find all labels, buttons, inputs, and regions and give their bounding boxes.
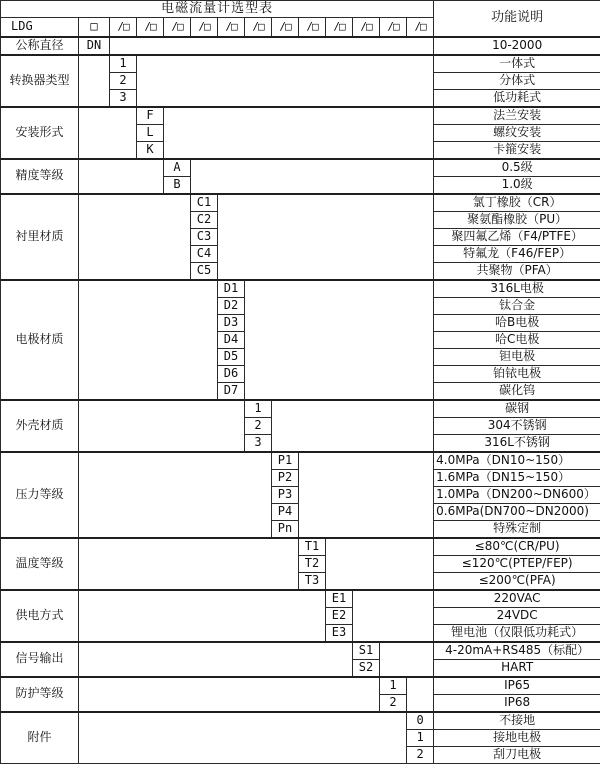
empty-cell <box>191 159 434 194</box>
model-slot-box: /□ <box>299 18 326 37</box>
empty-cell <box>272 400 434 452</box>
description-cell: 共聚物（PFA） <box>434 262 600 280</box>
code-cell: 1 <box>245 400 272 418</box>
option-row <box>1 712 600 730</box>
category-label: 压力等级 <box>1 452 79 538</box>
option-row <box>1 452 600 470</box>
option-row <box>1 642 600 660</box>
code-cell: C3 <box>191 228 218 245</box>
category-label: 外壳材质 <box>1 400 79 452</box>
code-cell: 1 <box>110 55 137 73</box>
model-slot-box: /□ <box>407 18 434 37</box>
description-cell: ≤80℃(CR/PU) <box>434 538 600 556</box>
description-cell: 哈C电极 <box>434 331 600 348</box>
empty-cell <box>79 194 191 280</box>
code-cell: T2 <box>299 555 326 572</box>
code-cell: D6 <box>218 365 245 382</box>
description-cell: 1.0级 <box>434 176 600 194</box>
empty-cell <box>79 712 407 764</box>
code-cell: E2 <box>326 607 353 624</box>
category-label: 公称直径 <box>1 37 79 55</box>
option-row <box>1 107 600 125</box>
code-cell: 0 <box>407 712 434 730</box>
code-cell: 1 <box>380 677 407 695</box>
description-cell: 聚四氟乙烯（F4/PTFE） <box>434 228 600 245</box>
description-cell: 卡箍安装 <box>434 141 600 159</box>
option-row <box>1 159 600 177</box>
description-cell: 304不锈钢 <box>434 417 600 434</box>
description-cell: 聚氨酯橡胶（PU） <box>434 211 600 228</box>
empty-cell <box>380 642 434 677</box>
empty-cell <box>407 677 434 712</box>
model-prefix: LDG <box>1 18 79 37</box>
description-cell: 4.0MPa（DN10~150） <box>434 452 600 470</box>
category-label: 转换器类型 <box>1 55 79 107</box>
code-cell: F <box>137 107 164 125</box>
code-cell: P1 <box>272 452 299 470</box>
category-label: 电极材质 <box>1 280 79 400</box>
description-cell: 碳化钨 <box>434 382 600 400</box>
code-cell: 2 <box>245 417 272 434</box>
title-row <box>1 1 600 18</box>
description-cell: IP68 <box>434 694 600 712</box>
code-cell: S1 <box>353 642 380 660</box>
code-cell: A <box>164 159 191 177</box>
code-cell: T3 <box>299 572 326 590</box>
description-cell: IP65 <box>434 677 600 695</box>
description-cell: 10-2000 <box>434 37 600 55</box>
code-cell: 2 <box>380 694 407 712</box>
empty-cell <box>218 194 434 280</box>
code-cell: K <box>137 141 164 159</box>
table-title: 电磁流量计选型表 <box>1 1 434 18</box>
description-cell: 氯丁橡胶（CR） <box>434 194 600 212</box>
category-label: 防护等级 <box>1 677 79 712</box>
code-cell: D7 <box>218 382 245 400</box>
description-cell: HART <box>434 659 600 677</box>
code-cell: D5 <box>218 348 245 365</box>
description-cell: 铂铱电极 <box>434 365 600 382</box>
model-slot-box: /□ <box>137 18 164 37</box>
description-cell: 分体式 <box>434 72 600 89</box>
description-cell: 316L电极 <box>434 280 600 298</box>
category-label: 信号输出 <box>1 642 79 677</box>
option-row <box>1 538 600 556</box>
model-slot-box: /□ <box>191 18 218 37</box>
description-cell: 220VAC <box>434 590 600 608</box>
description-cell: 1.6MPa（DN15~150） <box>434 469 600 486</box>
category-label: 温度等级 <box>1 538 79 590</box>
empty-cell <box>326 538 434 590</box>
category-label: 供电方式 <box>1 590 79 642</box>
model-slot-box: /□ <box>326 18 353 37</box>
code-cell: P4 <box>272 503 299 520</box>
description-cell: 0.5级 <box>434 159 600 177</box>
option-row <box>1 280 600 298</box>
option-row <box>1 55 600 73</box>
category-label: 附件 <box>1 712 79 764</box>
model-slot-box: /□ <box>110 18 137 37</box>
option-row <box>1 194 600 212</box>
code-cell: P3 <box>272 486 299 503</box>
option-row <box>1 590 600 608</box>
code-cell: D1 <box>218 280 245 298</box>
model-slot-box: /□ <box>245 18 272 37</box>
code-cell: 3 <box>110 89 137 107</box>
description-cell: 钽电极 <box>434 348 600 365</box>
function-column-header: 功能说明 <box>434 1 600 37</box>
description-cell: 低功耗式 <box>434 89 600 107</box>
code-cell: C2 <box>191 211 218 228</box>
description-cell: 不接地 <box>434 712 600 730</box>
description-cell: 接地电极 <box>434 729 600 746</box>
code-cell: E1 <box>326 590 353 608</box>
empty-cell <box>79 55 110 107</box>
description-cell: 一体式 <box>434 55 600 73</box>
code-cell: D4 <box>218 331 245 348</box>
model-slot-box: /□ <box>164 18 191 37</box>
category-label: 衬里材质 <box>1 194 79 280</box>
description-cell: 0.6MPa(DN700~DN2000) <box>434 503 600 520</box>
code-cell: DN <box>79 37 110 55</box>
option-row <box>1 37 600 55</box>
code-cell: 1 <box>407 729 434 746</box>
category-label: 安装形式 <box>1 107 79 159</box>
model-slot-box: /□ <box>272 18 299 37</box>
code-cell: 2 <box>407 746 434 763</box>
code-cell: B <box>164 176 191 194</box>
description-cell: 螺纹安装 <box>434 124 600 141</box>
empty-cell <box>79 590 326 642</box>
empty-cell <box>137 55 434 107</box>
description-cell: 碳钢 <box>434 400 600 418</box>
description-cell: 哈B电极 <box>434 314 600 331</box>
code-cell: Pn <box>272 520 299 538</box>
empty-cell <box>164 107 434 159</box>
code-cell: C1 <box>191 194 218 212</box>
code-cell: E3 <box>326 624 353 642</box>
description-cell: 24VDC <box>434 607 600 624</box>
code-cell: S2 <box>353 659 380 677</box>
empty-cell <box>79 677 380 712</box>
description-cell: 锂电池（仅限低功耗式） <box>434 624 600 642</box>
empty-cell <box>245 280 434 400</box>
empty-cell <box>79 107 137 159</box>
category-label: 精度等级 <box>1 159 79 194</box>
code-cell: L <box>137 124 164 141</box>
description-cell: 1.0MPa（DN200~DN600） <box>434 486 600 503</box>
description-cell: 特氟龙（F46/FEP） <box>434 245 600 262</box>
code-cell: P2 <box>272 469 299 486</box>
empty-cell <box>299 452 434 538</box>
description-cell: ≤200℃(PFA) <box>434 572 600 590</box>
model-slot-box: /□ <box>218 18 245 37</box>
code-cell: C5 <box>191 262 218 280</box>
code-cell: C4 <box>191 245 218 262</box>
option-row <box>1 400 600 418</box>
empty-cell <box>110 37 434 55</box>
model-slot-box: /□ <box>380 18 407 37</box>
description-cell: 4-20mA+RS485（标配） <box>434 642 600 660</box>
empty-cell <box>79 159 164 194</box>
code-cell: D3 <box>218 314 245 331</box>
description-cell: 刮刀电极 <box>434 746 600 763</box>
empty-cell <box>79 538 299 590</box>
description-cell: ≤120℃(PTEP/FEP) <box>434 555 600 572</box>
description-cell: 特殊定制 <box>434 520 600 538</box>
code-cell: 3 <box>245 434 272 452</box>
code-cell: T1 <box>299 538 326 556</box>
description-cell: 316L不锈钢 <box>434 434 600 452</box>
empty-cell <box>353 590 434 642</box>
code-cell: 2 <box>110 72 137 89</box>
description-cell: 法兰安装 <box>434 107 600 125</box>
model-slot-box: /□ <box>353 18 380 37</box>
dn-code-box: □ <box>79 18 110 37</box>
empty-cell <box>79 280 218 400</box>
empty-cell <box>79 452 272 538</box>
empty-cell <box>79 400 245 452</box>
description-cell: 钛合金 <box>434 297 600 314</box>
option-row <box>1 677 600 695</box>
empty-cell <box>79 642 353 677</box>
code-cell: D2 <box>218 297 245 314</box>
